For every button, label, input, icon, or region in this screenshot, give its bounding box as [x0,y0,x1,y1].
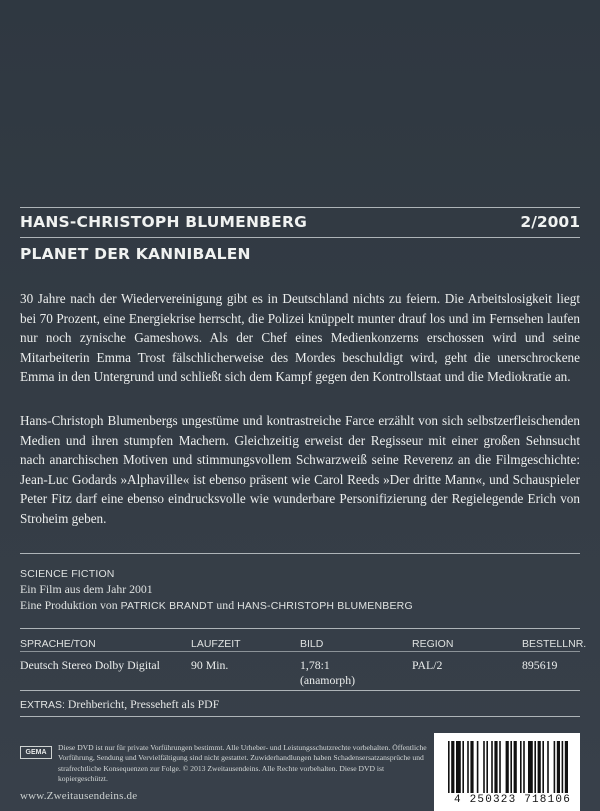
website-url: www.Zweitausendeins.de [20,790,138,802]
spec-runtime: 90 Min. [191,658,229,672]
col-header-language: SPRACHE/TON [20,638,96,650]
production-year: Ein Film aus dem Jahr 2001 [20,582,153,596]
specs-top-rule [20,628,580,629]
col-header-order-number: BESTELLNR. [522,638,587,650]
col-header-region: REGION [412,638,454,650]
spec-language: Deutsch Stereo Dolby Digital [20,658,160,672]
spec-order-number: 895619 [522,658,558,672]
director-name: HANS-CHRISTOPH BLUMENBERG [20,213,307,231]
barcode [434,733,580,811]
film-title: PLANET DER KANNIBALEN [20,245,251,263]
synopsis-paragraph-1: 30 Jahre nach der Wiedervereinigung gibt es in Deutschland nichts zu feiern. Die Arbeitslosigkeit liegt bei 70 Prozent, eine Energiekrise herrscht, die Polizei knüppelt munter drauf los und im Fernsehen laufen nur noch zynische Gameshows. Als der Chef eines Medienkonzerns erschossen wird und seine Mitarbeiterin Emma Trost fälschlicherweise des Mordes beschuldigt wird, geht die unerschrockene Emma in den Untergrund und schließt sich dem Kampf gegen den Kontrollstaat und die Mediokratie an. [20,291,580,385]
gema-logo: GEMA [20,746,52,759]
legal-rule [20,716,580,717]
col-header-runtime: LAUFZEIT [191,638,241,650]
barcode-digits: 4 250323 718106 [454,794,572,806]
production-credit: Eine Produktion von PATRICK BRANDT und HANS-CHRISTOPH BLUMENBERG [20,598,413,612]
edition-number: 2/2001 [520,213,580,231]
col-header-picture: BILD [300,638,324,650]
top-rule [20,207,580,208]
extras-rule [20,690,580,691]
specs-header-rule [20,651,580,652]
title-divider [20,237,580,238]
spec-region: PAL/2 [412,658,443,672]
meta-divider [20,553,580,554]
legal-notice: Diese DVD ist nur für private Vorführungen bestimmt. Alle Urheber- und Leistungsschutzrechte vorbehalten. Öffentliche Vorführung, Sendung und Vervielfältigung sind nicht gestattet. Zuwiderhandlungen haben Schadensersatzansprüche und strafrechtliche Konsequenzen zur Folge. © 2013 Zweitausendeins. Alle Rechte vorbehalten. Diese DVD ist kopiergeschützt. [58,743,427,784]
extras: EXTRAS: Drehbericht, Presseheft als PDF [20,697,220,711]
spec-picture: 1,78:1 (anamorph) [300,658,356,687]
synopsis-paragraph-2: Hans-Christoph Blumenbergs ungestüme und kontrastreiche Farce erzählt von sich selbstzerfleischenden Medien und ihren stumpfen Machern. Gleichzeitig erweist der Regisseur mit einer großen Sehnsucht nach anarchischen Motiven und stimmungsvollem Schwarzweiß seine Reverenz an die Filmgeschichte: Jean-Luc Godards »Alphaville« ist ebenso präsent wie Carol Reeds »Der dritte Mann«, und Schauspieler Peter Fitz darf eine ebenso eindrucksvolle wie wunderbare Personifizierung der Regielegende Erich von Stroheim geben. [20,413,580,526]
genre: SCIENCE FICTION [20,568,115,580]
